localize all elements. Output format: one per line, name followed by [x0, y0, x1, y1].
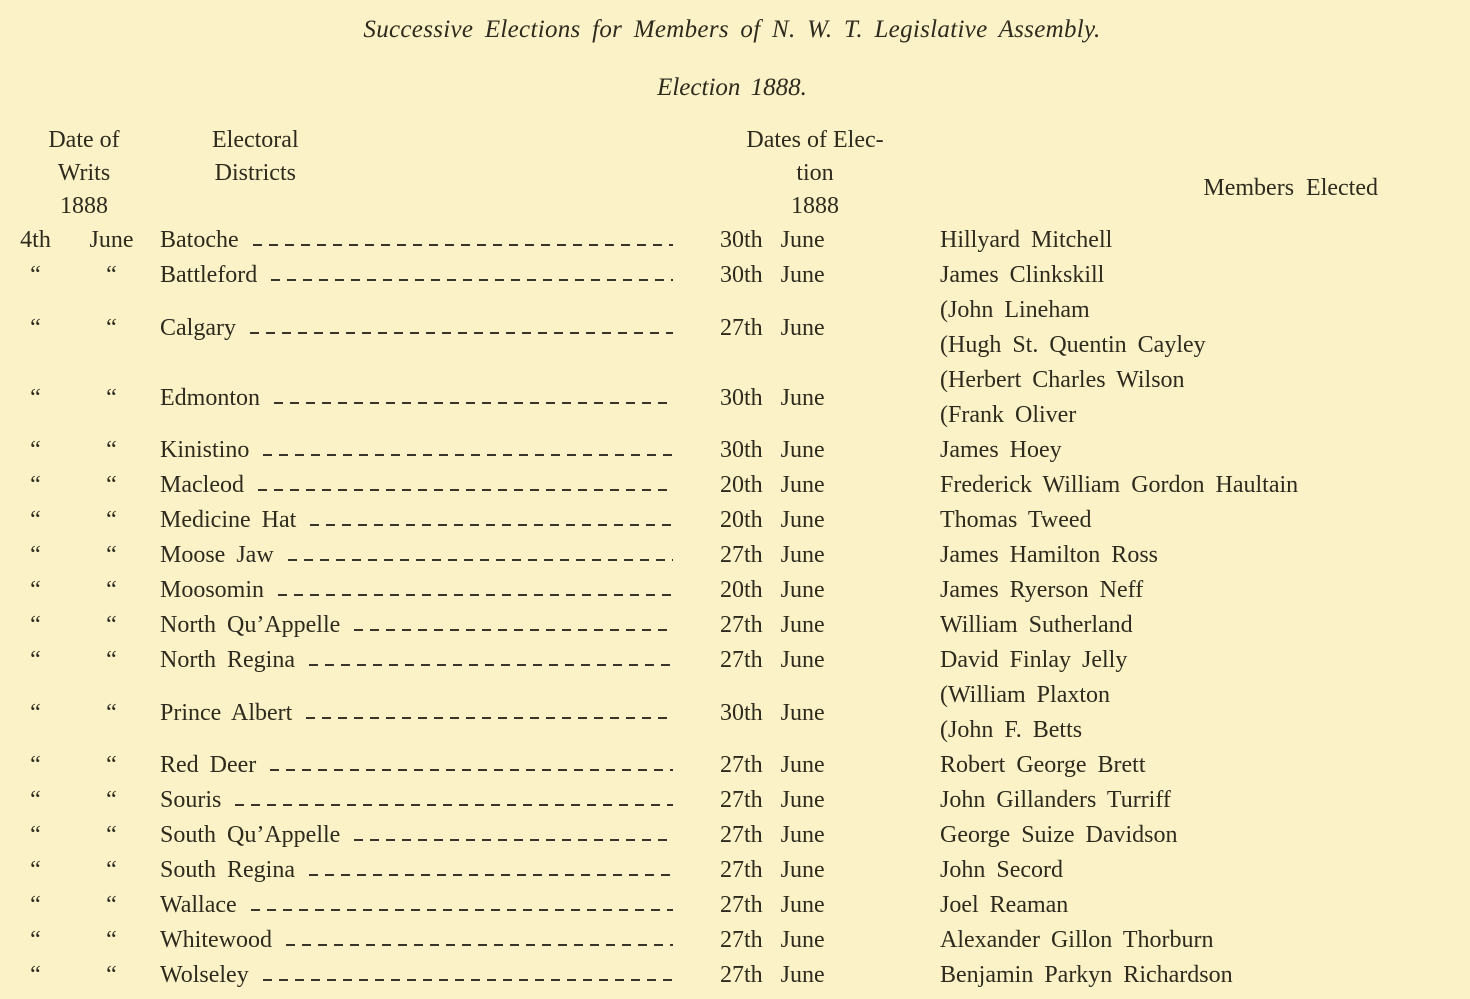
header-line: Electoral [212, 127, 299, 153]
district-cell [160, 227, 695, 254]
writ-month: “ [106, 314, 117, 341]
dash-leader [251, 909, 673, 911]
writ-month: “ [106, 384, 117, 411]
dash-leader [271, 279, 673, 281]
writ-day: “ [30, 472, 41, 498]
district-name: Red Deer [160, 752, 257, 778]
dash-leader [258, 489, 673, 491]
writ-date-cell [8, 227, 160, 254]
writ-date-cell [8, 857, 160, 884]
election-date-cell: 30th June [720, 384, 825, 411]
district-name: Souris [160, 787, 222, 813]
district-name: Batoche [160, 227, 239, 253]
members-cell [895, 223, 1456, 258]
writ-month: June [89, 227, 134, 253]
writ-month: “ [106, 437, 117, 463]
district-name: Kinistino [160, 437, 250, 463]
table-row [8, 433, 1456, 468]
dash-leader [263, 979, 673, 981]
dash-leader [263, 454, 673, 456]
header-line: Date of [48, 127, 120, 153]
member-name: Alexander Gillon Thorburn [940, 927, 1214, 953]
members-cell [895, 293, 1456, 363]
writ-date-cell [8, 892, 160, 919]
election-date-cell: 20th June [720, 472, 825, 498]
district-cell [160, 437, 695, 464]
member-name: James Hamilton Ross [940, 542, 1158, 568]
district-name: North Regina [160, 647, 295, 673]
dash-leader [309, 874, 673, 876]
table-row [8, 643, 1456, 678]
dash-leader [270, 769, 673, 771]
writ-day: “ [30, 752, 41, 778]
writ-month: “ [106, 507, 117, 533]
member-name: David Finlay Jelly [940, 647, 1128, 673]
header-line: 1888 [791, 193, 839, 219]
writ-month: “ [106, 962, 117, 988]
member-name: Robert George Brett [940, 752, 1146, 778]
election-date-cell: 27th June [720, 647, 825, 673]
members-cell [895, 433, 1456, 468]
district-cell [160, 787, 695, 814]
writ-day: 4th [20, 227, 51, 253]
district-name: Edmonton [160, 384, 260, 411]
members-cell [895, 503, 1456, 538]
writ-day: “ [30, 612, 41, 638]
page-subtitle: Election 1888. [657, 74, 807, 101]
writ-day: “ [30, 384, 41, 411]
district-cell [160, 315, 695, 342]
table-row [8, 258, 1456, 293]
district-cell [160, 385, 695, 412]
writ-month: “ [106, 262, 117, 288]
dash-leader [250, 332, 673, 334]
writ-day: “ [30, 927, 41, 953]
writ-day: “ [30, 822, 41, 848]
district-name: South Regina [160, 857, 295, 883]
header-electoral-districts [160, 124, 695, 190]
member-name: Benjamin Parkyn Richardson [940, 962, 1233, 988]
writ-day: “ [30, 699, 41, 726]
district-name: South Qu’Appelle [160, 822, 341, 848]
district-name: Moose Jaw [160, 542, 274, 568]
district-cell [160, 752, 695, 779]
table-row [8, 888, 1456, 923]
writ-date-cell [8, 437, 160, 464]
table-header [8, 124, 1456, 223]
district-cell [160, 542, 695, 569]
district-name: Wolseley [160, 962, 249, 988]
election-date-cell: 27th June [720, 787, 825, 813]
header-line: 1888 [60, 193, 108, 219]
members-cell [895, 363, 1456, 433]
member-name: James Hoey [940, 437, 1062, 463]
writ-month: “ [106, 857, 117, 883]
table-row [8, 608, 1456, 643]
election-date-cell: 20th June [720, 577, 825, 603]
district-name: Whitewood [160, 927, 272, 953]
writ-date-cell [8, 612, 160, 639]
header-line: Dates of Elec- [746, 127, 884, 153]
table-row [8, 503, 1456, 538]
table-row [8, 223, 1456, 258]
dash-leader [253, 244, 673, 246]
district-cell [160, 962, 695, 989]
table-row [8, 293, 1456, 363]
dash-leader [354, 839, 673, 841]
district-name: Macleod [160, 472, 244, 498]
district-name: Wallace [160, 892, 237, 918]
district-cell [160, 927, 695, 954]
members-cell [895, 538, 1456, 573]
writ-date-cell [8, 822, 160, 849]
writ-date-cell [8, 577, 160, 604]
dash-leader [278, 594, 673, 596]
dash-leader [274, 402, 673, 404]
district-cell [160, 472, 695, 499]
members-cell [895, 958, 1456, 993]
member-name: James Clinkskill [940, 262, 1105, 288]
writ-day: “ [30, 647, 41, 673]
dash-leader [286, 944, 673, 946]
district-cell [160, 507, 695, 534]
members-cell [895, 783, 1456, 818]
election-date-cell: 20th June [720, 507, 825, 533]
table-row [8, 783, 1456, 818]
members-cell [895, 678, 1456, 748]
writ-date-cell [8, 787, 160, 814]
table-row [8, 748, 1456, 783]
writ-date-cell [8, 752, 160, 779]
election-date-cell: 27th June [720, 857, 825, 883]
writ-day: “ [30, 892, 41, 918]
writ-date-cell [8, 315, 160, 342]
member-name: William Sutherland [940, 612, 1133, 638]
table-row [8, 853, 1456, 888]
member-name: George Suize Davidson [940, 822, 1178, 848]
members-cell [895, 923, 1456, 958]
header-line: Members Elected [1203, 175, 1378, 201]
members-cell [895, 573, 1456, 608]
member-name: (Herbert Charles Wilson [940, 367, 1185, 393]
writ-month: “ [106, 787, 117, 813]
district-cell [160, 612, 695, 639]
members-cell [895, 643, 1456, 678]
writ-date-cell [8, 700, 160, 727]
writ-day: “ [30, 577, 41, 603]
district-cell [160, 892, 695, 919]
members-cell [895, 888, 1456, 923]
district-name: North Qu’Appelle [160, 612, 341, 638]
members-cell [895, 818, 1456, 853]
table-row [8, 958, 1456, 993]
member-name: Hillyard Mitchell [940, 227, 1113, 253]
table-body [8, 223, 1456, 993]
election-table [8, 124, 1456, 993]
writ-day: “ [30, 437, 41, 463]
writ-month: “ [106, 892, 117, 918]
header-line: tion [796, 160, 834, 186]
writ-date-cell [8, 647, 160, 674]
dash-leader [309, 664, 673, 666]
writ-day: “ [30, 962, 41, 988]
election-date-cell: 30th June [720, 262, 825, 288]
writ-month: “ [106, 612, 117, 638]
election-date-cell: 27th June [720, 752, 825, 778]
dash-leader [306, 717, 673, 719]
member-name: (John Lineham [940, 297, 1090, 323]
table-row [8, 363, 1456, 433]
writ-date-cell [8, 542, 160, 569]
writ-date-cell [8, 262, 160, 289]
header-line: Writs [57, 160, 111, 186]
district-cell [160, 262, 695, 289]
writ-month: “ [106, 647, 117, 673]
members-cell [895, 748, 1456, 783]
member-name: James Ryerson Neff [940, 577, 1144, 603]
district-name: Battleford [160, 262, 258, 288]
writ-day: “ [30, 857, 41, 883]
writ-month: “ [106, 577, 117, 603]
writ-day: “ [30, 542, 41, 568]
election-date-cell: 27th June [720, 314, 825, 341]
dash-leader [235, 804, 673, 806]
header-members-elected [935, 172, 1456, 205]
election-date-cell: 30th June [720, 437, 825, 463]
member-name: John Secord [940, 857, 1063, 883]
writ-day: “ [30, 507, 41, 533]
header-date-of-writs [8, 124, 160, 223]
district-cell [160, 822, 695, 849]
writ-month: “ [106, 472, 117, 498]
table-row [8, 678, 1456, 748]
district-name: Moosomin [160, 577, 265, 603]
election-date-cell: 27th June [720, 962, 825, 988]
writ-date-cell [8, 927, 160, 954]
writ-month: “ [106, 542, 117, 568]
writ-month: “ [106, 699, 117, 726]
writ-date-cell [8, 507, 160, 534]
writ-day: “ [30, 314, 41, 341]
dash-leader [310, 524, 673, 526]
election-date-cell: 27th June [720, 892, 825, 918]
writ-date-cell [8, 385, 160, 412]
members-cell [895, 258, 1456, 293]
table-row [8, 573, 1456, 608]
table-row [8, 538, 1456, 573]
dash-leader [288, 559, 673, 561]
members-cell [895, 853, 1456, 888]
member-name: (John F. Betts [940, 717, 1083, 743]
district-name: Calgary [160, 314, 236, 341]
district-name: Prince Albert [160, 699, 293, 726]
writ-day: “ [30, 787, 41, 813]
writ-month: “ [106, 927, 117, 953]
member-name: Frederick William Gordon Haultain [940, 472, 1299, 498]
header-line: Districts [214, 160, 296, 186]
members-cell [895, 608, 1456, 643]
writ-date-cell [8, 472, 160, 499]
member-name: (Hugh St. Quentin Cayley [940, 332, 1206, 358]
district-cell [160, 577, 695, 604]
writ-month: “ [106, 822, 117, 848]
writ-day: “ [30, 262, 41, 288]
member-name: (William Plaxton [940, 682, 1111, 708]
district-cell [160, 857, 695, 884]
election-date-cell: 27th June [720, 822, 825, 848]
election-date-cell: 27th June [720, 927, 825, 953]
table-row [8, 468, 1456, 503]
writ-date-cell [8, 962, 160, 989]
members-cell [895, 468, 1456, 503]
district-name: Medicine Hat [160, 507, 297, 533]
member-name: Joel Reaman [940, 892, 1069, 918]
member-name: John Gillanders Turriff [940, 787, 1171, 813]
election-date-cell: 30th June [720, 699, 825, 726]
header-dates-of-election [695, 124, 935, 223]
dash-leader [354, 629, 673, 631]
district-cell [160, 647, 695, 674]
member-name: Thomas Tweed [940, 507, 1092, 533]
table-row [8, 818, 1456, 853]
writ-month: “ [106, 752, 117, 778]
election-date-cell: 27th June [720, 542, 825, 568]
table-row [8, 923, 1456, 958]
election-date-cell: 27th June [720, 612, 825, 638]
district-cell [160, 700, 695, 727]
header-block [212, 124, 299, 190]
page-title: Successive Elections for Members of N. W. T. Legislative Assembly. [363, 16, 1101, 43]
election-date-cell: 30th June [720, 227, 825, 253]
member-name: (Frank Oliver [940, 402, 1077, 428]
